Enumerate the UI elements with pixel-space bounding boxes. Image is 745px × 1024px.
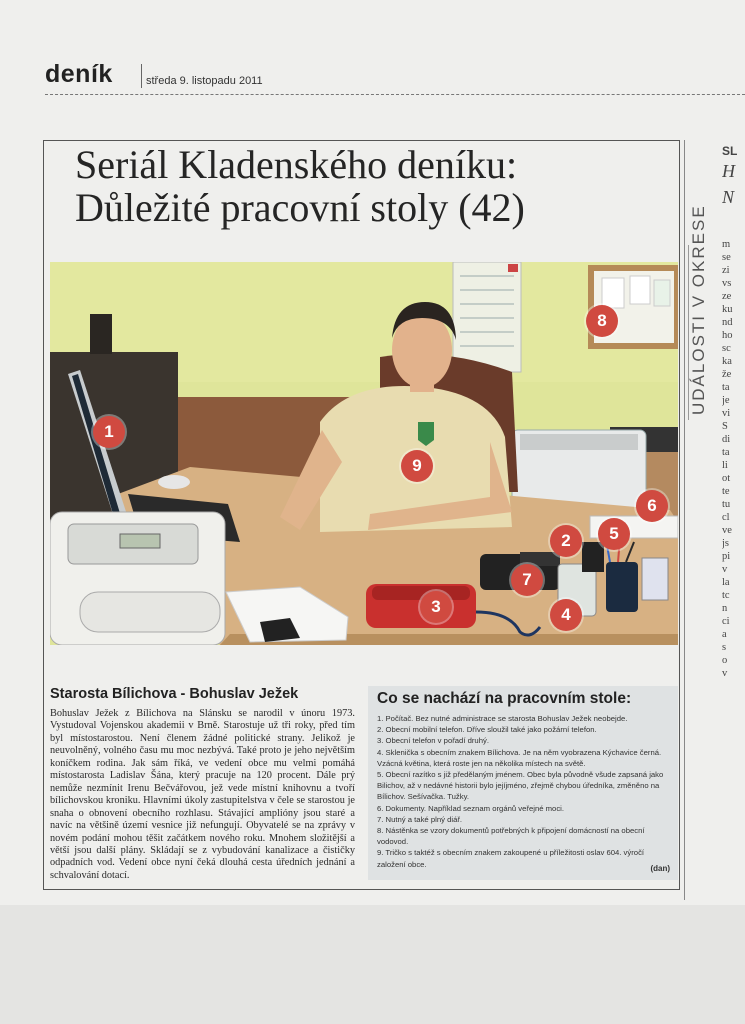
list-item: 4. Sklenička s obecním znakem Bílichova. Je na něm vyobrazena Kýchavice černá. Vzácná květina, která roste jen na několika místech na světě.: [377, 747, 662, 768]
adjacent-text-line: zi: [722, 265, 730, 276]
marker-2: 2: [550, 525, 582, 557]
adjacent-text-line: se: [722, 252, 731, 263]
marker-4: 4: [550, 599, 582, 631]
adjacent-text-line: ku: [722, 304, 733, 315]
marker-3: 3: [420, 591, 452, 623]
list-item: 2. Obecní mobilní telefon. Dříve sloužil také jako požární telefon.: [377, 725, 597, 735]
adjacent-head-1: SL: [722, 145, 738, 158]
adjacent-text-line: ho: [722, 330, 733, 341]
desk-items-title: Co se nachází na pracovním stole:: [377, 690, 632, 707]
desk-items-box: [368, 686, 678, 880]
stamp: [582, 542, 604, 572]
adjacent-text-line: nd: [722, 317, 733, 328]
newspaper-logo: deník: [45, 60, 113, 88]
page-header: [45, 60, 745, 95]
adjacent-text-line: cl: [722, 512, 730, 523]
list-item: 8. Nástěnka se vzory dokumentů potřebných k připojení domácností na obecní vodovod.: [377, 826, 645, 847]
adjacent-text-line: že: [722, 369, 732, 380]
adjacent-text-line: tc: [722, 590, 730, 601]
list-item: 1. Počítač. Bez nutné administrace se starosta Bohuslav Ježek neobejde.: [377, 714, 628, 723]
adjacent-text-line: li: [722, 460, 728, 471]
marker-9: 9: [401, 450, 433, 482]
article-title: Starosta Bílichova - Bohuslav Ježek: [50, 686, 299, 702]
adjacent-text-line: vs: [722, 278, 732, 289]
adjacent-text-line: a: [722, 629, 727, 640]
adjacent-text-line: ve: [722, 525, 732, 536]
adjacent-text-line: ot: [722, 473, 731, 484]
adjacent-text-line: v: [722, 668, 728, 679]
adjacent-text: [722, 238, 745, 680]
list-item: 7. Nutný a také plný diář.: [377, 814, 463, 824]
column-divider: [684, 140, 685, 900]
scan-background: [0, 905, 745, 1024]
adjacent-text-line: la: [722, 577, 730, 588]
adjacent-text-line: ta: [722, 447, 730, 458]
adjacent-text-line: v: [722, 564, 728, 575]
marker-1: 1: [93, 416, 125, 448]
adjacent-text-line: tu: [722, 499, 731, 510]
adjacent-text-line: sc: [722, 343, 731, 354]
adjacent-text-line: s: [722, 642, 727, 653]
adjacent-text-line: m: [722, 239, 731, 250]
adjacent-text-line: je: [722, 395, 730, 406]
list-item: 6. Dokumenty. Například seznam orgánů veřejné moci.: [377, 803, 565, 813]
issue-date: středa 9. listopadu 2011: [146, 75, 263, 87]
wall-calendar: [453, 262, 521, 372]
adjacent-text-line: ze: [722, 291, 732, 302]
header-separator: [141, 64, 142, 88]
list-item: 3. Obecní telefon v pořadí druhý.: [377, 736, 489, 746]
desk-photo-illustration: [50, 262, 678, 645]
marker-7: 7: [511, 564, 543, 596]
desk-items-list: [377, 713, 665, 870]
headline: [75, 143, 675, 229]
pen-holder: [606, 562, 638, 612]
adjacent-text-line: te: [722, 486, 730, 497]
article-body: Bohuslav Ježek z Bílichova na Slánsku se narodil v únoru 1973. Vystudoval Vojenskou akademii v Brně. Starostuje už tři roky, před tím byl místostarostou. Není členem žádné politické strany. Jelikož je neuvolněný, volného času mu moc nezbývá. Také proto je jeho největším koníčkem rodina. Jak sám říká, ve vedení obce mu velmi pomáhá místostarosta Ladislav Šána, který pracuje na 120 procent. Dále prý nemůže nezmínit Irenu Bečvářovou, jež vede místní knihovnu a tvoří bílichovskou kroniku. Hlavními úkoly zastupitelstva v čele se starostou je snaha o obnovení obecního rozhlasu. Stávající amplióny jsou staré a navíc na většině území vesnice již nefungují. Obyvatelé se na zprávy v novém podání mohou těšit začátkem nového roku. Mnohem složitější a větší jsou další plány. Skládají se z vybudování kanalizace a čističky odpadních vod. Vedení obce nyní čeká dlouhá cesta úředních jednání a schvalování dotací.: [50, 708, 355, 881]
adjacent-text-line: ka: [722, 356, 732, 367]
article: [50, 686, 355, 882]
headline-line-2: Důležité pracovní stoly (42): [75, 185, 525, 230]
adjacent-text-line: ci: [722, 616, 730, 627]
adjacent-head-3: N: [722, 187, 735, 207]
marker-6: 6: [636, 490, 668, 522]
adjacent-head-2: H: [722, 161, 735, 181]
headline-line-1: Seriál Kladenského deníku:: [75, 142, 518, 187]
adjacent-text-line: js: [722, 538, 730, 549]
adjacent-text-line: o: [722, 655, 728, 666]
adjacent-text-line: S: [722, 421, 728, 432]
marker-5: 5: [598, 518, 630, 550]
mouse: [158, 475, 190, 489]
adjacent-text-line: ta: [722, 382, 730, 393]
list-item: 9. Tričko s taktéž s obecním znakem zakoupené u příležitosti oslav 604. výročí založení obce.: [377, 848, 645, 869]
desk-photo: [50, 262, 678, 645]
marker-8: 8: [586, 305, 618, 337]
adjacent-text-line: pi: [722, 551, 731, 562]
adjacent-text-line: di: [722, 434, 731, 445]
author-signature: (dan): [650, 864, 670, 873]
adjacent-column: [722, 145, 745, 680]
adjacent-text-line: vi: [722, 408, 731, 419]
adjacent-text-line: n: [722, 603, 728, 614]
list-item: 5. Obecní razítko s již předělaným jménem. Obec byla původně všude zapsaná jako Bilichov, až v nedávné historii bylo jejíjméno, zřejmě chybou úředníka, změněno na Bílichov. Sešívačka. Tužky.: [377, 770, 664, 802]
section-label: UDÁLOSTI V OKRESE: [689, 204, 708, 415]
